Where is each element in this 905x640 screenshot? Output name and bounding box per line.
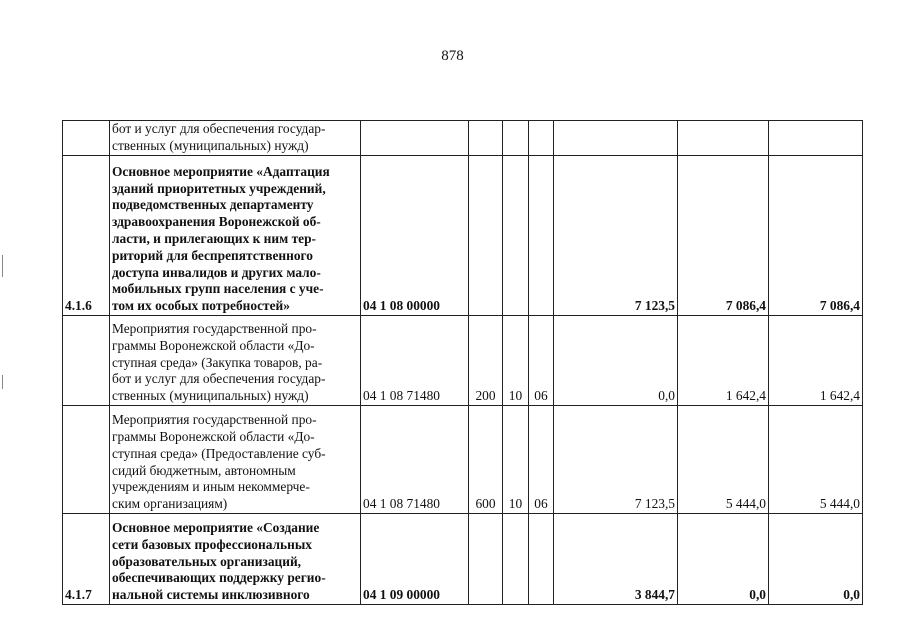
amount-year-1: 0,0	[554, 316, 678, 406]
amount-year-3: 1 642,4	[769, 316, 863, 406]
description-line: нальной системы инклюзивного	[112, 587, 310, 603]
amount-year-1: 7 123,5	[554, 406, 678, 514]
section-code	[503, 156, 529, 316]
row-number	[63, 406, 110, 514]
description-line: обеспечивающих поддержку регио-	[112, 570, 326, 586]
expense-type-code	[469, 514, 503, 605]
amount-year-2	[678, 121, 769, 156]
scan-margin-mark	[2, 375, 3, 389]
section-code: 10	[503, 406, 529, 514]
description-line: мобильных групп населения с уче-	[112, 281, 324, 297]
description-line: Мероприятия государственной про-	[112, 321, 317, 337]
page-number: 878	[441, 48, 464, 64]
target-article-code: 04 1 08 71480	[361, 406, 469, 514]
description-line: ственных (муниципальных) нужд)	[112, 388, 309, 404]
description-line: том их особых потребностей»	[112, 298, 290, 314]
description-line: ским организациям)	[112, 496, 228, 512]
amount-year-1: 3 844,7	[554, 514, 678, 605]
amount-year-2: 5 444,0	[678, 406, 769, 514]
row-description	[110, 514, 361, 605]
section-code	[503, 514, 529, 605]
amount-year-3: 0,0	[769, 514, 863, 605]
amount-year-3: 7 086,4	[769, 156, 863, 316]
row-description	[110, 156, 361, 316]
subsection-code	[529, 156, 554, 316]
amount-year-1: 7 123,5	[554, 156, 678, 316]
expense-type-code: 200	[469, 316, 503, 406]
section-code	[503, 121, 529, 156]
description-line: ласти, и прилегающих к ним тер-	[112, 231, 316, 247]
amount-year-3: 5 444,0	[769, 406, 863, 514]
amount-year-3	[769, 121, 863, 156]
amount-year-2: 1 642,4	[678, 316, 769, 406]
description-line: учреждениям и иным некоммерче-	[112, 479, 310, 495]
table-row	[63, 156, 863, 316]
subsection-code	[529, 514, 554, 605]
row-number: 4.1.6	[63, 156, 110, 316]
description-line: риторий для беспрепятственного	[112, 247, 314, 263]
subsection-code	[529, 121, 554, 156]
expense-type-code	[469, 121, 503, 156]
description-line: ступная среда» (Предоставление суб-	[112, 445, 326, 461]
subsection-code: 06	[529, 316, 554, 406]
description-line: Основное мероприятие «Создание	[112, 520, 320, 536]
table-row	[63, 316, 863, 406]
target-article-code: 04 1 09 00000	[361, 514, 469, 605]
description-line: граммы Воронежской области «До-	[112, 337, 315, 353]
target-article-code: 04 1 08 00000	[361, 156, 469, 316]
description-line: зданий приоритетных учреждений,	[112, 180, 326, 196]
amount-year-2: 7 086,4	[678, 156, 769, 316]
description-line: Мероприятия государственной про-	[112, 412, 317, 428]
description-line: ступная среда» (Закупка товаров, ра-	[112, 354, 323, 370]
target-article-code: 04 1 08 71480	[361, 316, 469, 406]
amount-year-2: 0,0	[678, 514, 769, 605]
description-line: граммы Воронежской области «До-	[112, 429, 315, 445]
description-line: здравоохранения Воронежской об-	[112, 214, 321, 230]
target-article-code	[361, 121, 469, 156]
subsection-code: 06	[529, 406, 554, 514]
row-number: 4.1.7	[63, 514, 110, 605]
row-description	[110, 121, 361, 156]
description-line: бот и услуг для обеспечения государ-	[112, 371, 326, 387]
amount-year-1	[554, 121, 678, 156]
description-line: образовательных организаций,	[112, 553, 302, 569]
section-code: 10	[503, 316, 529, 406]
expense-type-code: 600	[469, 406, 503, 514]
description-line: бот и услуг для обеспечения государ-	[112, 121, 326, 137]
description-line: подведомственных департаменту	[112, 197, 314, 213]
row-number	[63, 121, 110, 156]
expense-type-code	[469, 156, 503, 316]
description-line: сидий бюджетным, автономным	[112, 462, 296, 478]
budget-table	[62, 120, 863, 605]
description-line: доступа инвалидов и других мало-	[112, 264, 321, 280]
description-line: сети базовых профессиональных	[112, 536, 312, 552]
description-line: Основное мероприятие «Адаптация	[112, 163, 330, 179]
row-description	[110, 406, 361, 514]
table-row	[63, 406, 863, 514]
table-row	[63, 514, 863, 605]
row-number	[63, 316, 110, 406]
row-description	[110, 316, 361, 406]
scan-margin-mark	[2, 255, 3, 277]
table-row	[63, 121, 863, 156]
description-line: ственных (муниципальных) нужд)	[112, 138, 309, 154]
